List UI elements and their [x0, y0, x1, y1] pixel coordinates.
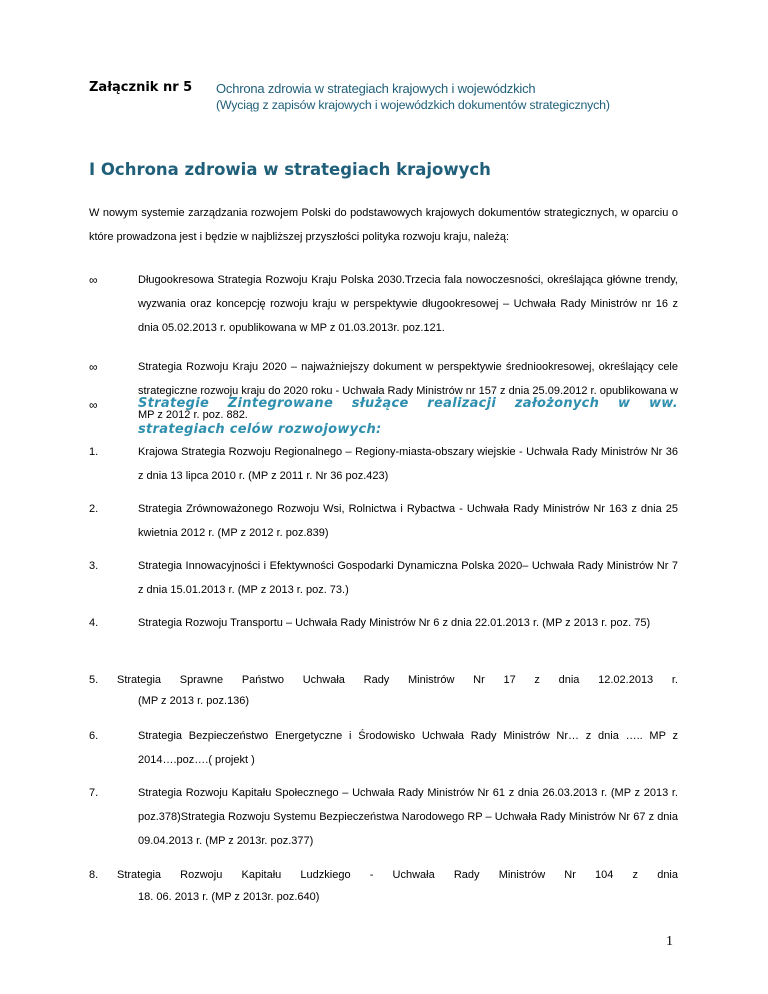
page-number: 1 — [666, 934, 673, 949]
list-text-line1: Strategia Sprawne Państwo Uchwała Rady Ministrów Nr 17 z dnia 12.02.2013 r. — [117, 674, 678, 686]
infinity-bullet-icon: ∞ — [89, 273, 98, 287]
list-number: 6. — [89, 730, 99, 742]
list-text: Krajowa Strategia Rozwoju Regionalnego – Regiony-miasta-obszary wiejskie - Uchwała Rady Ministrów Nr 36 z dnia 13 lipca 2010 r. (MP z 2011 r. Nr 36 poz.423) — [138, 446, 678, 482]
list-text-line2: (MP z 2013 r. poz.136) — [138, 695, 250, 707]
infinity-bullet-icon: ∞ — [89, 398, 98, 412]
list-number: 8. — [89, 869, 99, 881]
list-number: 5. — [89, 674, 99, 686]
list-number: 7. — [89, 787, 99, 799]
list-text-line2: 18. 06. 2013 r. (MP z 2013r. poz.640) — [138, 891, 320, 903]
infinity-bullet-icon: ∞ — [89, 360, 98, 374]
list-text: Strategia Rozwoju Kapitału Społecznego – Uchwała Rady Ministrów Nr 61 z dnia 26.03.2013 r. (MP z 2013 r. poz.378)Strategia Rozwoju Systemu Bezpieczeństwa Narodowego RP – Uchwała Rady Ministrów Nr 67 z dnia 09.04.2013 r. (MP z 2013r. poz.377) — [138, 787, 678, 847]
list-text: Strategia Zrównoważonego Rozwoju Wsi, Rolnictwa i Rybactwa - Uchwała Rady Ministrów Nr 163 z dnia 25 kwietnia 2012 r. (MP z 2012 r. poz.839) — [138, 503, 678, 539]
section-heading: I Ochrona zdrowia w strategiach krajowych — [89, 160, 491, 179]
bullet-text: Długookresowa Strategia Rozwoju Kraju Polska 2030.Trzecia fala nowoczesności, określająca główne trendy, wyzwania oraz koncepcję rozwoju kraju w perspektywie długookresowej – Uchwała Rady Ministrów nr 16 z dnia 05.02.2013 r. opublikowana w MP z 01.03.2013r. poz.121. — [138, 274, 678, 334]
annex-subtitle: (Wyciąg z zapisów krajowych i wojewódzkich dokumentów strategicznych) — [216, 98, 610, 112]
annex-title: Ochrona zdrowia w strategiach krajowych i wojewódzkich — [216, 81, 536, 96]
list-number: 4. — [89, 617, 99, 629]
list-text: Strategia Innowacyjności i Efektywności Gospodarki Dynamiczna Polska 2020– Uchwała Rady Ministrów Nr 7 z dnia 15.01.2013 r. (MP z 2013 r. poz. 73.) — [138, 560, 678, 596]
annex-label: Załącznik nr 5 — [89, 80, 193, 95]
list-text: Strategia Rozwoju Transportu – Uchwała Rady Ministrów Nr 6 z dnia 22.01.2013 r. (MP z 2013 r. poz. 75) — [138, 617, 651, 629]
list-number: 2. — [89, 503, 99, 515]
intro-paragraph: W nowym systemie zarządzania rozwojem Polski do podstawowych krajowych dokumentów strategicznych, w oparciu o które prowadzona jest i będzie w najbliższej przyszłości polityka rozwoju kraju, należą: — [89, 207, 678, 243]
bullet-text: Strategia Rozwoju Kraju 2020 – najważniejszy dokument w perspektywie średniookresowej, określający cele strategiczne rozwoju kraju do 2020 roku - Uchwała Rady Ministrów nr 157 z dnia 25.09.2012 r. opublikowana w MP z 2012 r. poz. 882. — [138, 361, 678, 421]
list-text: Strategia Bezpieczeństwo Energetyczne i Środowisko Uchwała Rady Ministrów Nr… z dnia ….. MP z 2014….poz….( projekt ) — [138, 730, 678, 766]
list-number: 1. — [89, 446, 99, 458]
list-text-line1: Strategia Rozwoju Kapitału Ludzkiego - Uchwała Rady Ministrów Nr 104 z dnia — [117, 869, 678, 881]
bullet-text-emphasis: Strategie Zintegrowane służące realizacji założonych w ww. strategiach celów rozwojowych: — [138, 396, 678, 437]
list-number: 3. — [89, 560, 99, 572]
